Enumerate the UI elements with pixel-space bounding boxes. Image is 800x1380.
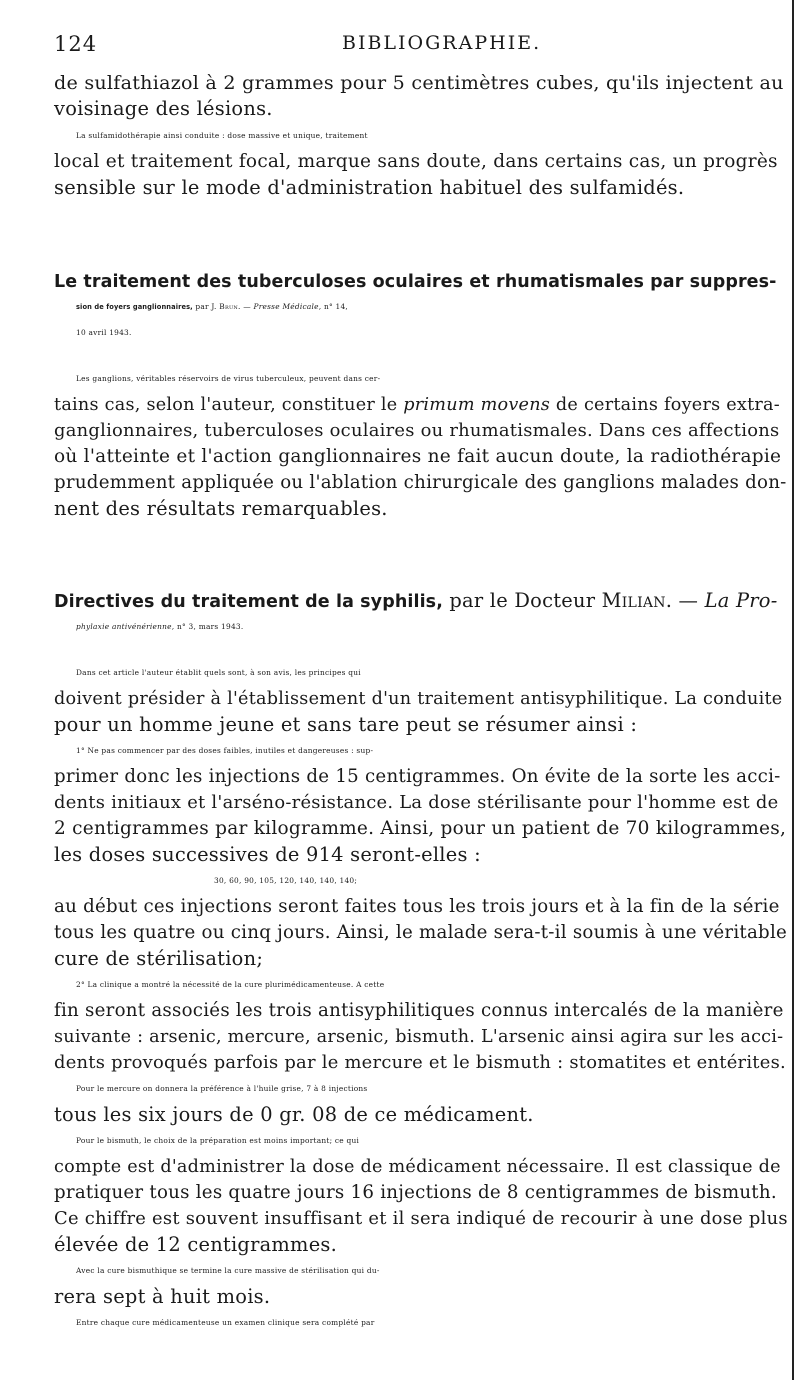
text-segment: de certains foyers extra- xyxy=(550,395,780,415)
text-line: pratiquer tous les quatre jours 16 injections de 8 centigrammes de bismuth. xyxy=(54,1182,777,1203)
article-date: 10 avril 1943. xyxy=(76,328,132,337)
text-line: voisinage des lésions. xyxy=(54,97,273,120)
issue: n° 3, mars 1943. xyxy=(174,622,244,631)
text-line: doivent présider à l'établissement d'un traitement antisyphilitique. La conduite xyxy=(54,689,783,709)
article-title-text: Le traitement des tuberculoses oculaires et rhumatismales par suppres- xyxy=(54,272,777,292)
text-line: Entre chaque cure médicamenteuse un examen clinique sera complété par xyxy=(76,1318,375,1327)
text-line: ganglionnaires, tuberculoses oculaires ou rhumatismales. Dans ces affections xyxy=(54,420,780,441)
text-line: tous les quatre ou cinq jours. Ainsi, le malade sera-t-il soumis à une véritable xyxy=(54,922,788,943)
text-line: rera sept à huit mois. xyxy=(54,1285,271,1308)
text-line: élevée de 12 centigrammes. xyxy=(54,1233,338,1256)
article-title-continued xyxy=(76,294,796,320)
dash: — xyxy=(240,302,254,311)
author-prefix: par J. xyxy=(192,302,220,311)
text-line: 2° La clinique a montré la nécessité de la cure plurimédicamenteuse. A cette xyxy=(76,980,385,989)
text-line: de sulfathiazol à 2 grammes pour 5 centimètres cubes, qu'ils injectent au xyxy=(54,71,784,94)
author-name: Brun. xyxy=(219,302,241,311)
text-line: tous les six jours de 0 gr. 08 de ce médicament. xyxy=(54,1103,534,1126)
journal-name: La Pro- xyxy=(704,589,778,612)
text-line xyxy=(54,392,780,418)
dose-list: 30, 60, 90, 105, 120, 140, 140, 140; xyxy=(214,876,358,885)
text-line: les doses successives de 914 seront-elles : xyxy=(54,843,481,866)
text-line: Dans cet article l'auteur établit quels sont, à son avis, les principes qui xyxy=(76,668,361,677)
text-line: pour un homme jeune et sans tare peut se résumer ainsi : xyxy=(54,713,638,736)
text-line: 1° Ne pas commencer par des doses faibles, inutiles et dangereuses : sup- xyxy=(76,746,374,755)
text-line: cure de stérilisation; xyxy=(54,947,264,970)
author-prefix: par le Docteur xyxy=(442,589,602,612)
text-line: primer donc les injections de 15 centigrammes. On évite de la sorte les acci- xyxy=(54,766,781,787)
text-line: Ce chiffre est souvent insuffisant et il sera indiqué de recourir à une dose plus xyxy=(54,1208,788,1229)
article-source xyxy=(76,614,796,640)
article-title xyxy=(54,268,777,295)
text-segment: tains cas, selon l'auteur, constituer le xyxy=(54,395,404,415)
text-line: dents provoqués parfois par le mercure et le bismuth : stomatites et entérites. xyxy=(54,1052,786,1073)
article-title-text: Directives du traitement de la syphilis, xyxy=(54,592,443,612)
dash: — xyxy=(672,589,705,612)
text-line: Avec la cure bismuthique se termine la cure massive de stérilisation qui du- xyxy=(76,1266,380,1275)
text-line: La sulfamidothérapie ainsi conduite : dose massive et unique, traitement xyxy=(76,131,368,140)
article-title-text: sion de foyers ganglionnaires, xyxy=(76,303,193,311)
text-line: Pour le bismuth, le choix de la préparation est moins important; ce qui xyxy=(76,1136,360,1145)
issue: n° 14, xyxy=(321,302,349,311)
author-name: Milian. xyxy=(601,589,673,612)
page-edge-rule xyxy=(792,0,794,1380)
text-line: où l'atteinte et l'action ganglionnaires ne fait aucun doute, la radiothérapie xyxy=(54,446,782,467)
text-line: Pour le mercure on donnera la préférence à l'huile grise, 7 à 8 injections xyxy=(76,1084,368,1093)
text-line: prudemment appliquée ou l'ablation chirurgicale des ganglions malades don- xyxy=(54,472,787,493)
journal-name: Presse Médicale, xyxy=(253,302,322,311)
text-line: 2 centigrammes par kilogramme. Ainsi, pour un patient de 70 kilogrammes, xyxy=(54,818,787,839)
text-line: Les ganglions, véritables réservoirs de virus tuberculeux, peuvent dans cer- xyxy=(76,374,381,383)
page-number: 124 xyxy=(54,32,98,56)
running-title: BIBLIOGRAPHIE. xyxy=(342,32,542,54)
journal-name: phylaxie antivénérienne, xyxy=(76,622,175,631)
page-header xyxy=(54,32,770,62)
text-line: compte est d'administrer la dose de médicament nécessaire. Il est classique de xyxy=(54,1157,781,1177)
text-line: dents initiaux et l'arséno-résistance. La dose stérilisante pour l'homme est de xyxy=(54,792,779,813)
italic-term: primum movens xyxy=(403,395,551,415)
text-line: sensible sur le mode d'administration habituel des sulfamidés. xyxy=(54,176,685,199)
article-title xyxy=(54,588,778,615)
text-line: local et traitement focal, marque sans doute, dans certains cas, un progrès xyxy=(54,151,778,172)
text-line: fin seront associés les trois antisyphilitiques connus intercalés de la manière xyxy=(54,1000,784,1021)
text-line: au début ces injections seront faites tous les trois jours et à la fin de la série xyxy=(54,896,780,917)
text-line: suivante : arsenic, mercure, arsenic, bismuth. L'arsenic ainsi agira sur les acci- xyxy=(54,1027,784,1047)
text-line: nent des résultats remarquables. xyxy=(54,497,388,520)
